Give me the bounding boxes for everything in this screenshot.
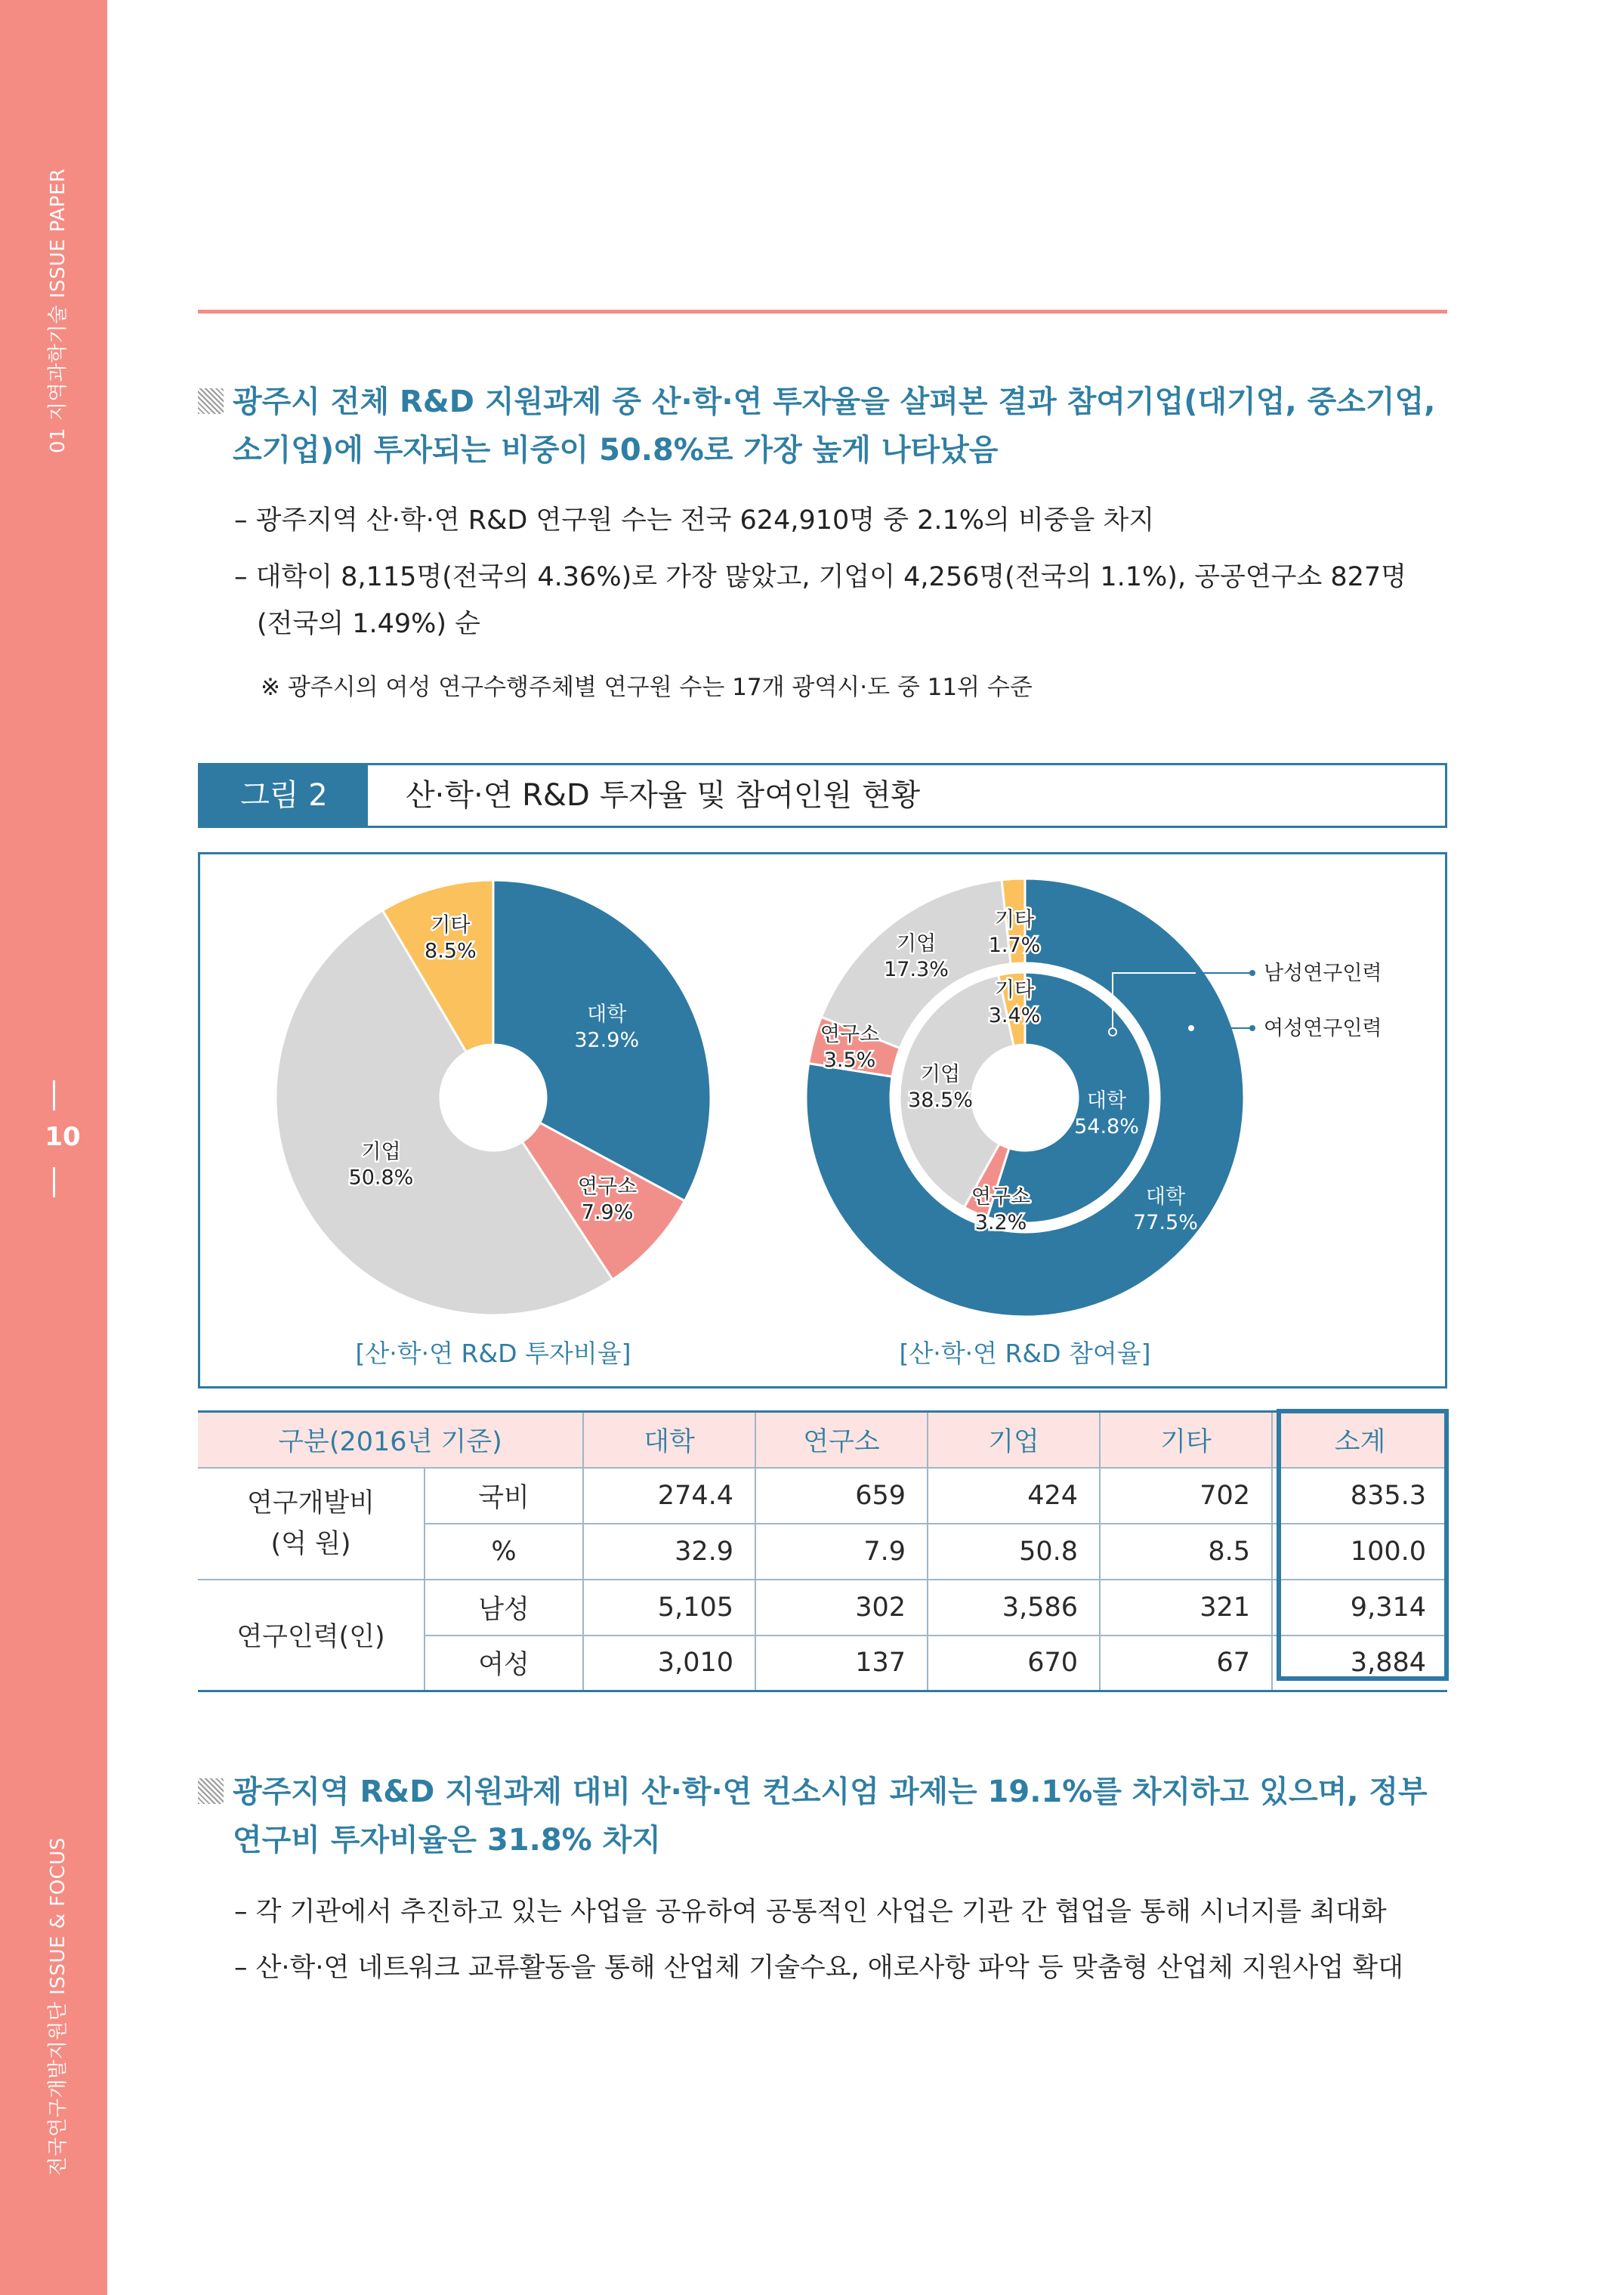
table-group-label-rnd bbox=[198, 1468, 425, 1580]
table-cell: 302 bbox=[755, 1580, 928, 1636]
section2-headline bbox=[198, 1768, 1452, 1864]
page-number-divider-bottom bbox=[53, 1167, 55, 1197]
section1-bullet2-line2: (전국의 1.49%) 순 bbox=[257, 609, 480, 639]
hatch-bullet-icon bbox=[198, 388, 224, 414]
pie2-inner-label-2: 기업 38.5% bbox=[908, 1063, 973, 1112]
pie2-outer-label-1: 연구소 3.5% bbox=[820, 1023, 880, 1072]
pie2-inner-label-1: 연구소 3.2% bbox=[971, 1185, 1031, 1234]
table-cell: 274.4 bbox=[583, 1468, 755, 1524]
table-cell: 702 bbox=[1100, 1468, 1272, 1524]
pie1-label-2: 기업 50.8% bbox=[348, 1140, 414, 1190]
table-cell: 7.9 bbox=[755, 1524, 928, 1580]
table-cell: 50.8 bbox=[928, 1524, 1100, 1580]
table-group-label-line2: (억 원) bbox=[270, 1528, 351, 1559]
figure-tag: 그림 2 bbox=[200, 765, 368, 826]
pie1-label-1: 연구소 7.9% bbox=[577, 1175, 638, 1225]
table-cell-total: 9,314 bbox=[1272, 1580, 1447, 1636]
pie1-label-0: 대학 32.9% bbox=[574, 1002, 640, 1052]
table-cell-total: 3,884 bbox=[1272, 1636, 1447, 1691]
section1-note: ※ 광주시의 여성 연구수행주체별 연구원 수는 17개 광역시·도 중 11위 수준 bbox=[261, 674, 1033, 701]
section2-bullet2: – 산·학·연 네트워크 교류활동을 통해 산업체 기술수요, 애로사항 파악 등 맞춤형 산업체 지원사업 확대 bbox=[234, 1953, 1403, 1983]
table-header-university: 대학 bbox=[583, 1412, 755, 1468]
hatch-bullet-icon bbox=[198, 1778, 224, 1804]
table-cell: 3,586 bbox=[928, 1580, 1100, 1636]
legend-dot-0 bbox=[1109, 1028, 1116, 1036]
table-header-total: 소계 bbox=[1272, 1412, 1447, 1468]
table-cell-total: 100.0 bbox=[1272, 1524, 1447, 1580]
section1-bullet2-line1: – 대학이 8,115명(전국의 4.36%)로 가장 많았고, 기업이 4,256명(전국의 1.1%), 공공연구소 827명 bbox=[234, 562, 1406, 592]
table-cell: 670 bbox=[928, 1636, 1100, 1691]
legend-label-1: 여성연구인력 bbox=[1264, 1017, 1382, 1040]
table-cell: 137 bbox=[755, 1636, 928, 1691]
sidebar-top-text: 01 지역과학기술 ISSUE PAPER bbox=[47, 168, 69, 453]
table-header-row bbox=[198, 1412, 1447, 1468]
pie1-label-3: 기타 8.5% bbox=[425, 913, 477, 963]
pie1-title: [산·학·연 R&D 투자비율] bbox=[355, 1339, 631, 1368]
legend-dot-1 bbox=[1187, 1024, 1195, 1032]
table-cell-total: 835.3 bbox=[1272, 1468, 1447, 1524]
sidebar-bottom-text: 전국연구개발지원단 ISSUE & FOCUS bbox=[47, 1837, 69, 2176]
table-cell: 5,105 bbox=[583, 1580, 755, 1636]
table-cell: 8.5 bbox=[1100, 1524, 1272, 1580]
pie2-inner-label-3: 기타 3.4% bbox=[988, 978, 1041, 1027]
section1-headline-line2: 소기업)에 투자되는 비중이 50.8%로 가장 높게 나타났음 bbox=[233, 433, 999, 468]
table-header-other: 기타 bbox=[1100, 1412, 1272, 1468]
legend-end-dot-1 bbox=[1249, 1025, 1255, 1031]
table-row bbox=[198, 1580, 1447, 1636]
legend-label-0: 남성연구인력 bbox=[1264, 962, 1382, 985]
table-header-institute: 연구소 bbox=[755, 1412, 928, 1468]
table-sub-label: % bbox=[425, 1524, 583, 1580]
table-sub-label: 여성 bbox=[425, 1636, 583, 1691]
table-group-label-personnel: 연구인력(인) bbox=[198, 1580, 425, 1691]
table-cell: 32.9 bbox=[583, 1524, 755, 1580]
section1-bullet1: – 광주지역 산·학·연 R&D 연구원 수는 전국 624,910명 중 2.1%의 비중을 차지 bbox=[234, 505, 1155, 536]
page-number-divider-top bbox=[53, 1080, 55, 1110]
table-cell: 424 bbox=[928, 1468, 1100, 1524]
section2-headline-line2: 연구비 투자비율은 31.8% 차지 bbox=[233, 1823, 661, 1858]
figure-title: 산·학·연 R&D 투자율 및 참여인원 현황 bbox=[406, 778, 921, 813]
table-cell: 3,010 bbox=[583, 1636, 755, 1691]
charts-svg bbox=[200, 854, 1445, 1386]
section2-bullet1: – 각 기관에서 추진하고 있는 사업을 공유하여 공통적인 사업은 기관 간 협업을 통해 시너지를 최대화 bbox=[234, 1897, 1387, 1927]
page-number: 10 bbox=[45, 1122, 81, 1152]
table-sub-label: 국비 bbox=[425, 1468, 583, 1524]
table-header-company: 기업 bbox=[928, 1412, 1100, 1468]
figure-box bbox=[198, 852, 1447, 1388]
table-sub-label: 남성 bbox=[425, 1580, 583, 1636]
data-table bbox=[198, 1410, 1447, 1692]
legend-end-dot-0 bbox=[1249, 970, 1255, 976]
pie2-inner-label-0: 대학 54.8% bbox=[1074, 1089, 1139, 1138]
pie2-outer-label-0: 대학 77.5% bbox=[1133, 1185, 1198, 1234]
section1-headline-line1: 광주시 전체 R&D 지원과제 중 산·학·연 투자율을 살펴본 결과 참여기업(대기업, 중소기업, bbox=[233, 385, 1436, 419]
section1-headline bbox=[198, 378, 1452, 474]
table-header-category: 구분(2016년 기준) bbox=[198, 1412, 583, 1468]
table-group-label-line1: 연구개발비 bbox=[246, 1487, 375, 1518]
pie2-title: [산·학·연 R&D 참여율] bbox=[899, 1339, 1151, 1368]
table-row bbox=[198, 1468, 1447, 1524]
pie2-outer-label-3: 기타 1.7% bbox=[988, 908, 1041, 957]
table-cell: 67 bbox=[1100, 1636, 1272, 1691]
section2-headline-line1: 광주지역 R&D 지원과제 대비 산·학·연 컨소시엄 과제는 19.1%를 차지하고 있으며, 정부 bbox=[233, 1775, 1428, 1809]
table-cell: 321 bbox=[1100, 1580, 1272, 1636]
top-rule bbox=[198, 310, 1447, 314]
pie2-outer-label-2: 기업 17.3% bbox=[884, 932, 949, 981]
table-cell: 659 bbox=[755, 1468, 928, 1524]
figure-header bbox=[198, 763, 1447, 828]
